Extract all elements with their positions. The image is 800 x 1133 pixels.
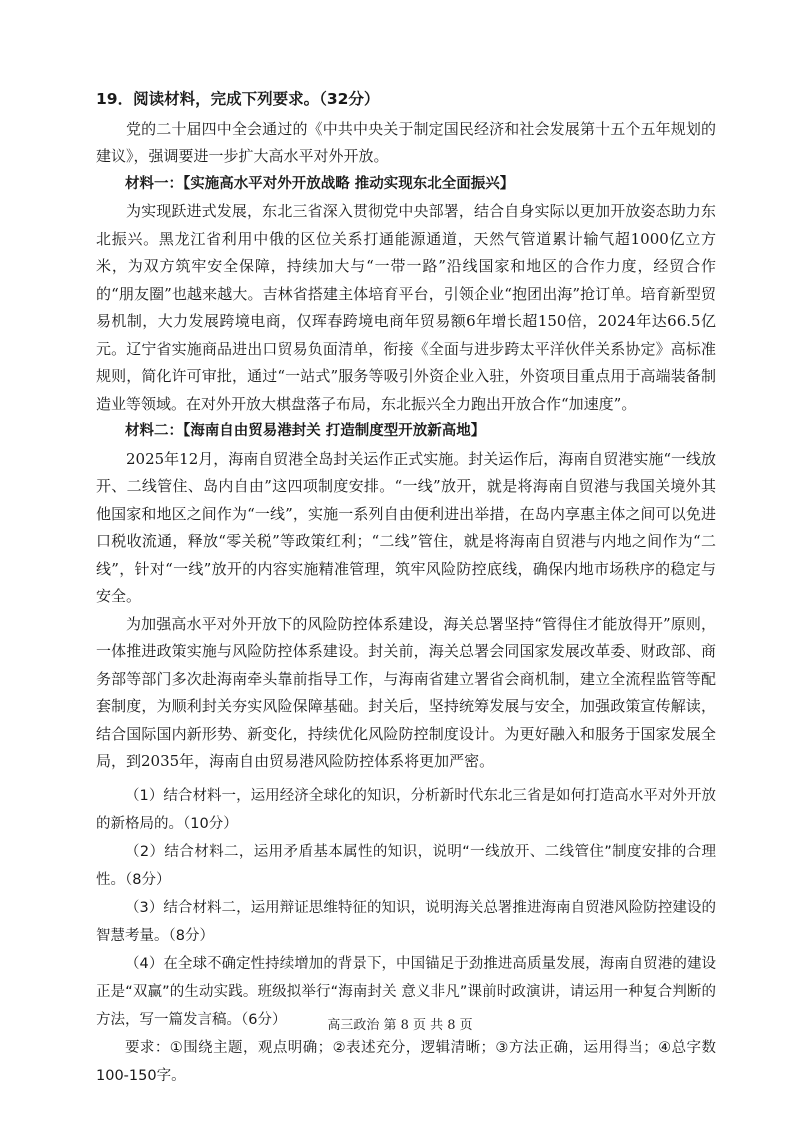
intro-paragraph: 党的二十届四中全会通过的《中共中央关于制定国民经济和社会发展第十五个五年规划的建议》，强调要进一步扩大高水平对外开放。 (96, 119, 716, 165)
question-title: 19．阅读材料，完成下列要求。（32分） (96, 90, 380, 108)
sub-question-1: （1）结合材料一，运用经济全球化的知识，分析新时代东北三省是如何打造高水平对外开放的新格局的。（10分） (96, 787, 716, 832)
material-2-text-1: 2025年12月，海南自贸港全岛封关运作正式实施。封关运作后，海南自贸港实施“一线放开、二线管住、岛内自由”这四项制度安排。“一线”放开，就是将海南自贸港与我国关境外其他国家和地区之间作为“一线”，实施一系列自由便利进出举措，在岛内享惠主体之间可以免进口税收流通，释放“零关税”等政策红利；“二线”管住，就是将海南自贸港与内地之间作为“二线”，针对“一线”放开的内容实施精准管理，筑牢风险防控底线，确保内地市场秩序的稳定与安全。 (96, 449, 716, 605)
page-footer: 高三政治 第 8 页 共 8 页 (327, 1018, 473, 1033)
material-1-heading: 材料一：【实施高水平对外开放战略 推动实现东北全面振兴】 (125, 175, 515, 192)
material-2-text-2: 为加强高水平对外开放下的风险防控体系建设，海关总署坚持“管得住才能放得开”原则，一体推进政策实施与风险防控体系建设。封关前，海关总署会同国家发展改革委、财政部、商务部等部门多次赴海南牵头靠前指导工作，与海南省建立署省会商机制，建立全流程监管等配套制度，为顺利封关夯实风险保障基础。封关后，坚持统筹发展与安全，加强政策宣传解读，结合国际国内新形势、新变化，持续优化风险防控制度设计。为更好融入和服务于国家发展全局，到2035年，海南自由贸易港风险防控体系将更加严密。 (96, 614, 716, 770)
requirements: 要求：①围绕主题，观点明确；②表述充分，逻辑清晰；③方法正确，运用得当；④总字数100-150字。 (96, 1039, 716, 1084)
material-2-heading: 材料二：【海南自由贸易港封关 打造制度型开放新高地】 (125, 423, 486, 439)
question-19 (96, 86, 716, 1090)
sub-question-2: （2）结合材料二，运用矛盾基本属性的知识，说明“一线放开、二线管住”制度安排的合理性。（8分） (96, 843, 716, 888)
sub-question-3: （3）结合材料二，运用辩证思维特征的知识，说明海关总署推进海南自贸港风险防控建设的智慧考量。（8分） (96, 899, 716, 944)
material-1-text: 为实现跃进式发展，东北三省深入贯彻党中央部署，结合自身实际以更加开放姿态助力东北振兴。黑龙江省利用中俄的区位关系打通能源通道，天然气管道累计输气超1000亿立方米，为双方筑牢安全保障，持续加大与“一带一路”沿线国家和地区的合作力度，经贸合作的“朋友圈”也越来越大。吉林省搭建主体培育平台，引领企业“抱团出海”抢订单。培育新型贸易机制，大力发展跨境电商，仅珲春跨境电商年贸易额6年增长超150倍，2024年达66.5亿元。辽宁省实施商品进出口贸易负面清单，衔接《全面与进步跨太平洋伙伴关系协定》高标准规则，简化许可审批，通过“一站式”服务等吸引外资企业入驻，外资项目重点用于高端装备制造业等领域。在对外开放大棋盘落子布局，东北振兴全力跑出开放合作“加速度”。 (96, 202, 716, 413)
sub-question-4: （4）在全球不确定性持续增加的背景下，中国锚足于劲推进高质量发展，海南自贸港的建设正是“双赢”的生动实践。班级拟举行“海南封关 意义非凡”课前时政演讲，请运用一种复合判断的方法，写一篇发言稿。（6分） (96, 955, 716, 1028)
